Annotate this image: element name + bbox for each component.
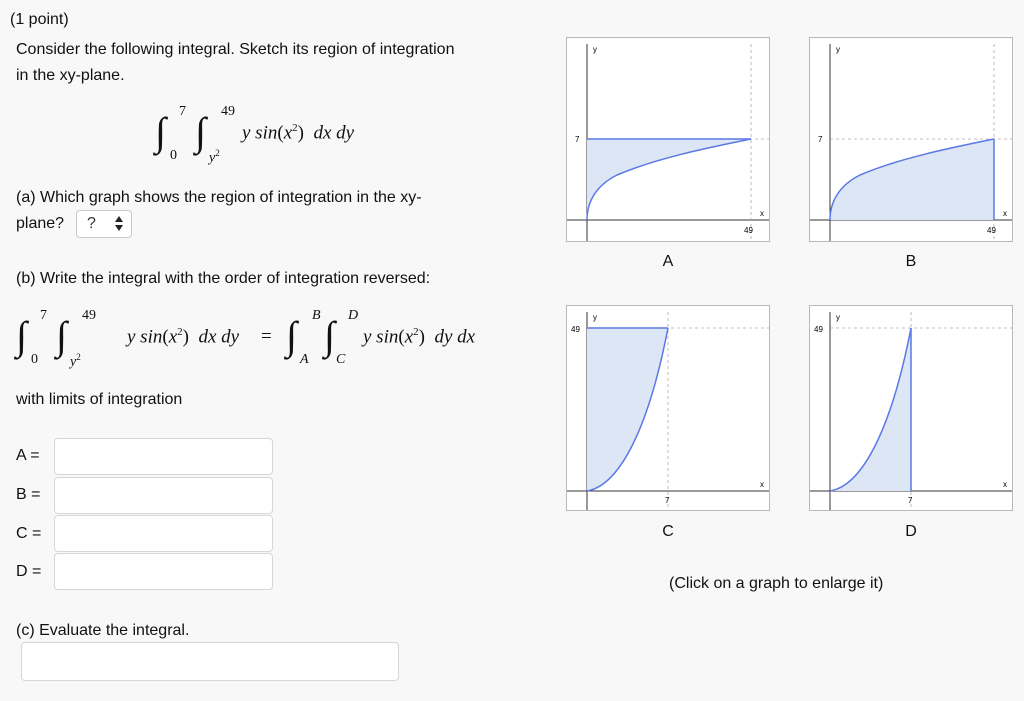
graph-c[interactable] <box>566 305 770 511</box>
select-arrows-icon <box>115 216 124 231</box>
field-c-label: C = <box>16 525 42 542</box>
graphs-hint: (Click on a graph to enlarge it) <box>669 575 884 592</box>
orig-integrand: y $\sin(x^2)$ dx dy <box>127 326 240 348</box>
rev-integrand: y $\sin(x^2)$ dy dx <box>363 326 476 348</box>
graph-d[interactable] <box>809 305 1013 511</box>
part-c-question: (c) Evaluate the integral. <box>16 622 190 639</box>
graph-a-y-axis-label: y <box>593 45 597 54</box>
integrand: y $\sin(x^2)$ dx dy <box>242 122 355 144</box>
rev-inner-integral-sign: ∫ <box>324 313 335 358</box>
limits-label: with limits of integration <box>16 391 183 408</box>
graph-b-y-tick: 7 <box>818 135 823 144</box>
orig-outer-integral-sign: ∫ <box>16 313 27 358</box>
graph-a-x-tick: 49 <box>744 226 753 235</box>
orig-outer-upper: 7 <box>40 308 47 323</box>
rev-outer-upper: B <box>312 308 321 323</box>
graph-b-region <box>830 139 994 220</box>
graph-c-x-tick: 7 <box>665 496 670 505</box>
field-c-input[interactable] <box>54 515 273 552</box>
part-a-question-line-2: plane? <box>16 215 65 232</box>
rev-outer-lower: A <box>300 352 309 367</box>
outer-integral-sign: ∫ <box>155 109 166 154</box>
graph-a-label: A <box>662 253 674 270</box>
orig-inner-integral-sign: ∫ <box>56 313 67 358</box>
graph-c-x-axis-label: x <box>760 480 764 489</box>
field-b-label: B = <box>16 486 41 503</box>
inner-lower-limit: $y^2$ <box>209 148 220 166</box>
rev-outer-integral-sign: ∫ <box>286 313 297 358</box>
graph-c-region <box>587 328 668 491</box>
graph-c-label: C <box>662 523 674 540</box>
reversed-integral-equation <box>16 304 516 374</box>
field-a-input[interactable] <box>54 438 273 475</box>
graph-b-x-axis-label: x <box>1003 209 1007 218</box>
graph-b[interactable] <box>809 37 1013 242</box>
part-b-question: (b) Write the integral with the order of integration reversed: <box>16 270 431 287</box>
graph-c-y-tick: 49 <box>571 325 580 334</box>
graph-choice-select[interactable] <box>76 210 132 238</box>
graph-d-y-tick: 49 <box>814 325 823 334</box>
graph-choice-value: ? <box>87 215 96 232</box>
instruction-line-1: Consider the following integral. Sketch its region of integration <box>16 41 455 58</box>
graph-d-region <box>830 328 911 491</box>
field-d-label: D = <box>16 563 42 580</box>
graph-a-region <box>587 139 751 220</box>
inner-integral-sign: ∫ <box>195 109 206 154</box>
orig-inner-upper: 49 <box>82 308 96 323</box>
orig-outer-lower: 0 <box>31 352 38 367</box>
graph-c-y-axis-label: y <box>593 313 597 322</box>
instruction-line-2: in the xy-plane. <box>16 67 125 84</box>
graph-d-y-axis-label: y <box>836 313 840 322</box>
outer-upper-limit: 7 <box>179 104 186 119</box>
inner-upper-limit: 49 <box>221 104 235 119</box>
graph-b-y-axis-label: y <box>836 45 840 54</box>
graph-d-label: D <box>905 523 917 540</box>
graph-b-x-tick: 49 <box>987 226 996 235</box>
field-d-input[interactable] <box>54 553 273 590</box>
graph-a-y-tick: 7 <box>575 135 580 144</box>
rev-inner-upper: D <box>348 308 359 323</box>
points-label: (1 point) <box>10 11 69 28</box>
graph-b-label: B <box>905 253 917 270</box>
main-integral <box>155 100 395 170</box>
evaluate-input[interactable] <box>21 642 399 681</box>
part-a-question-line-1: (a) Which graph shows the region of integration in the xy- <box>16 189 422 206</box>
outer-lower-limit: 0 <box>170 148 177 163</box>
graph-a[interactable] <box>566 37 770 242</box>
graph-d-x-tick: 7 <box>908 496 913 505</box>
equals-sign: = <box>261 326 272 347</box>
graph-a-x-axis-label: x <box>760 209 764 218</box>
field-a-label: A = <box>16 447 40 464</box>
orig-inner-lower: $y^2$ <box>70 352 81 370</box>
graph-d-x-axis-label: x <box>1003 480 1007 489</box>
rev-inner-lower: C <box>336 352 346 367</box>
field-b-input[interactable] <box>54 477 273 514</box>
